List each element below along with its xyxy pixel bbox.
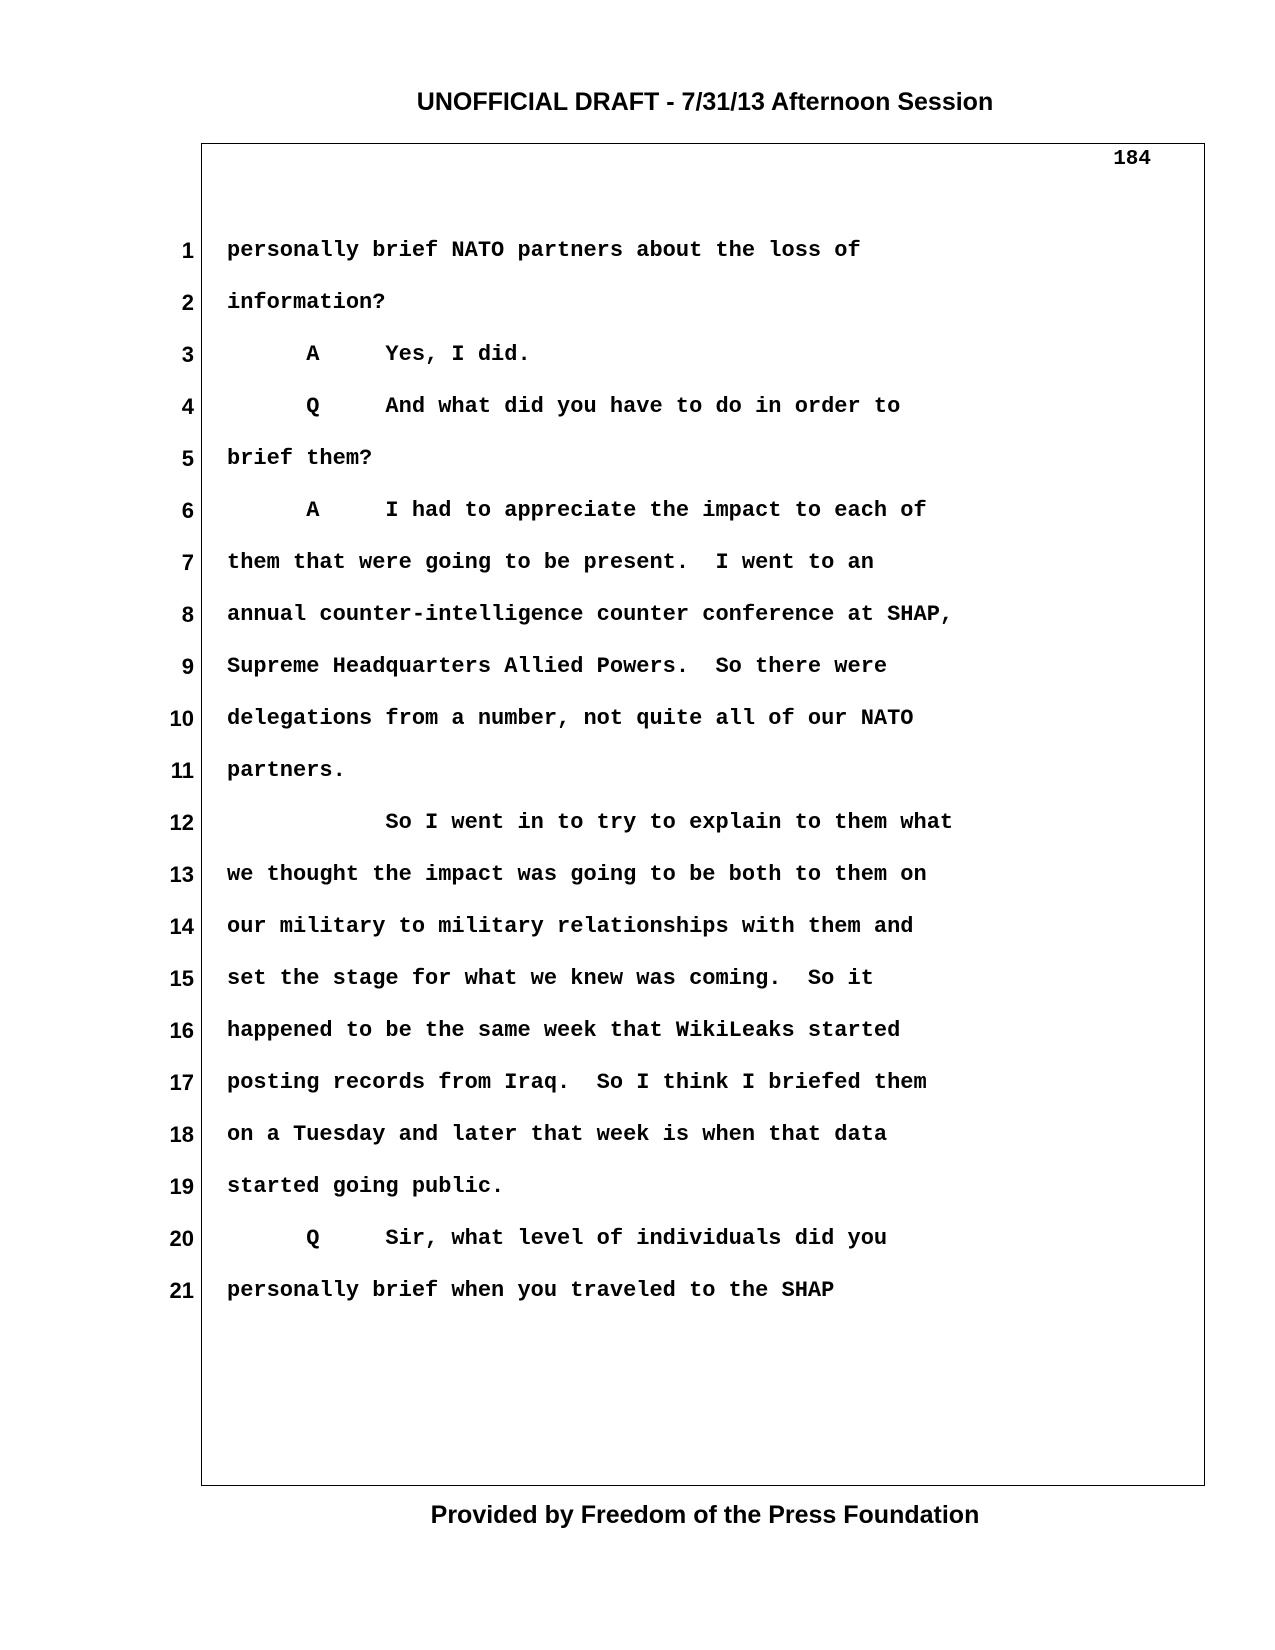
line-number: 15 <box>169 966 194 991</box>
transcript-line: our military to military relationships with them and <box>227 914 914 939</box>
line-number: 1 <box>181 238 194 263</box>
line-number: 21 <box>169 1278 194 1303</box>
transcript-line: we thought the impact was going to be both to them on <box>227 862 927 887</box>
line-number: 3 <box>181 342 194 367</box>
line-number: 9 <box>181 654 194 679</box>
line-number: 5 <box>181 446 194 471</box>
line-number: 8 <box>181 602 194 627</box>
transcript-line: partners. <box>227 758 346 783</box>
line-number: 4 <box>181 394 194 419</box>
transcript-line: posting records from Iraq. So I think I briefed them <box>227 1070 927 1095</box>
transcript-line: brief them? <box>227 446 373 471</box>
line-number: 2 <box>181 290 194 315</box>
page-footer-credit: Provided by Freedom of the Press Foundation <box>430 1501 980 1529</box>
line-number: 13 <box>169 862 194 887</box>
transcript-line: on a Tuesday and later that week is when that data <box>227 1122 888 1147</box>
line-number: 12 <box>169 810 194 835</box>
transcript-line: personally brief when you traveled to the SHAP <box>227 1278 835 1303</box>
page-number: 184 <box>1113 148 1151 171</box>
line-number: 17 <box>169 1070 194 1095</box>
transcript-line: Supreme Headquarters Allied Powers. So there were <box>227 654 888 679</box>
transcript-line: set the stage for what we knew was coming. So it <box>227 966 874 991</box>
line-number: 11 <box>170 758 194 783</box>
line-number: 16 <box>169 1018 194 1043</box>
transcript-line: So I went in to try to explain to them what <box>227 810 954 835</box>
page-header-title: UNOFFICIAL DRAFT - 7/31/13 Afternoon Session <box>416 88 994 116</box>
transcript-line: personally brief NATO partners about the loss of <box>227 238 861 263</box>
transcript-line: them that were going to be present. I went to an <box>227 550 874 575</box>
line-number: 20 <box>169 1226 194 1251</box>
transcript-line: information? <box>227 290 386 315</box>
transcript-line: started going public. <box>227 1174 505 1199</box>
transcript-line: A Yes, I did. <box>227 342 531 367</box>
line-number: 18 <box>169 1122 194 1147</box>
transcript-line: Q And what did you have to do in order to <box>227 394 901 419</box>
line-number: 19 <box>169 1174 194 1199</box>
transcript-line: delegations from a number, not quite all of our NATO <box>227 706 914 731</box>
transcript-line: annual counter-intelligence counter conference at SHAP, <box>227 602 954 627</box>
line-number: 7 <box>181 550 194 575</box>
transcript-line: happened to be the same week that WikiLeaks started <box>227 1018 901 1043</box>
transcript-line: A I had to appreciate the impact to each of <box>227 498 927 523</box>
line-number: 6 <box>181 498 194 523</box>
line-number: 14 <box>169 914 194 939</box>
transcript-line: Q Sir, what level of individuals did you <box>227 1226 888 1251</box>
line-number: 10 <box>169 706 194 731</box>
